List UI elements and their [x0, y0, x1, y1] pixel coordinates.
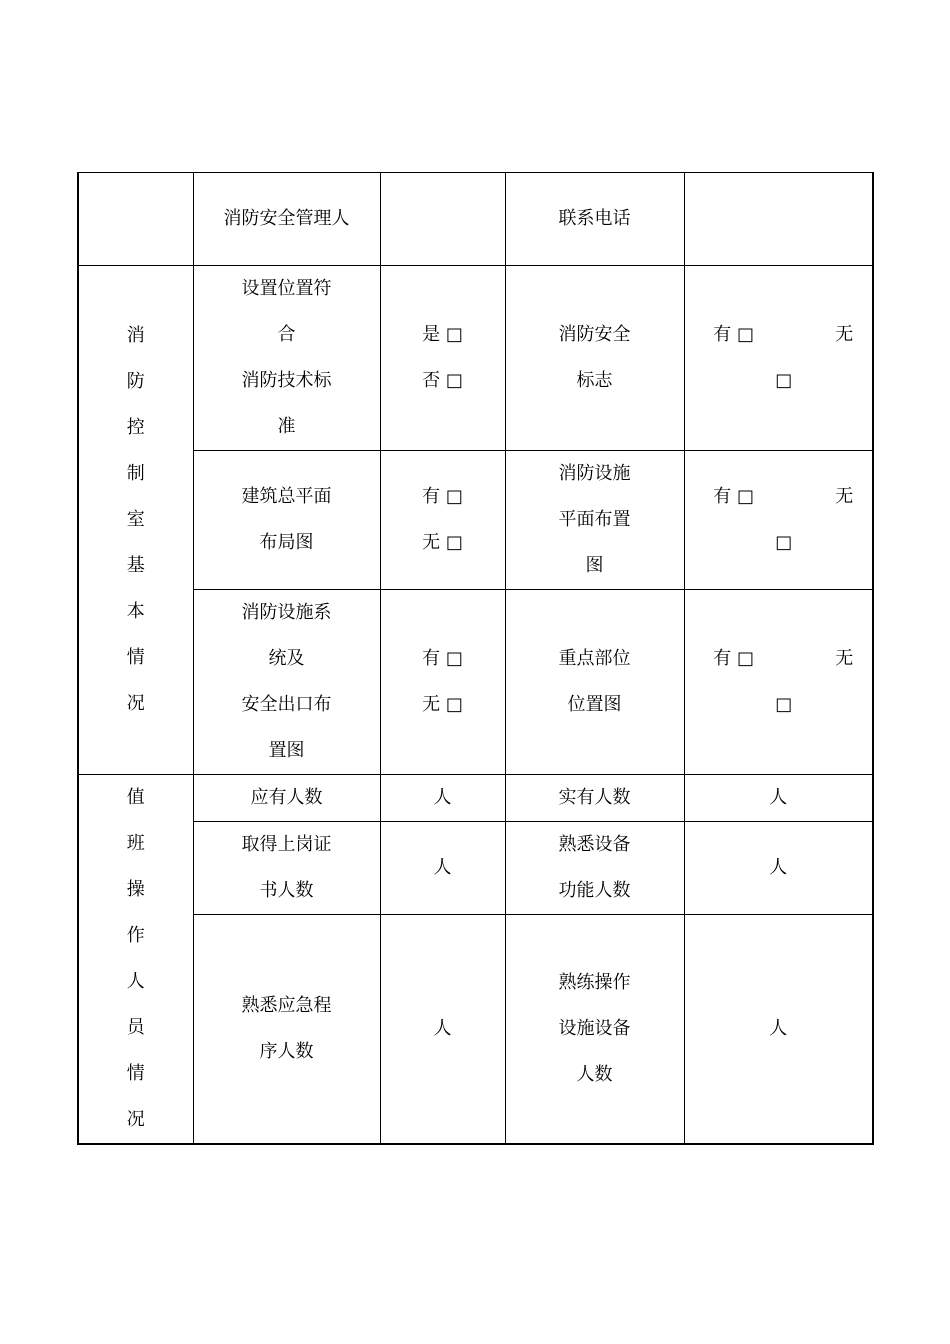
- none-checkbox[interactable]: □: [775, 370, 793, 391]
- table-row: [78, 775, 873, 822]
- safety-sign-label: 消防安全 标志: [558, 324, 631, 391]
- have-checkbox[interactable]: 有 □: [713, 486, 754, 507]
- yes-checkbox[interactable]: 是 □: [422, 324, 463, 345]
- emergency-procedure-label: 熟悉应急程 序人数: [241, 995, 332, 1063]
- phone-value[interactable]: [684, 173, 873, 266]
- phone-label-cell: [505, 173, 684, 266]
- unit-label: 人: [769, 787, 788, 809]
- fire-safety-manager-label: 消防安全管理人: [223, 208, 350, 229]
- label-cell: [193, 266, 380, 451]
- count-cell[interactable]: [380, 915, 505, 1144]
- key-area-map-label: 重点部位 位置图: [558, 648, 631, 715]
- label-cell: [505, 451, 684, 590]
- unit-label: 人: [433, 1018, 452, 1040]
- label-cell: [505, 822, 684, 915]
- label-cell: [193, 915, 380, 1144]
- label-cell: [505, 266, 684, 451]
- options-cell[interactable]: [684, 266, 873, 451]
- have-none-checkboxes[interactable]: [703, 474, 853, 566]
- fire-safety-manager-value[interactable]: [380, 173, 505, 266]
- unit-label: 人: [433, 787, 452, 809]
- equipment-familiar-label: 熟悉设备 功能人数: [558, 834, 631, 902]
- no-checkbox[interactable]: 否 □: [422, 370, 463, 391]
- section1-title: 消 防 控 制 室 基 本 情 况: [126, 325, 145, 714]
- label-cell: [193, 822, 380, 915]
- options-cell[interactable]: [380, 266, 505, 451]
- count-cell[interactable]: [684, 915, 873, 1144]
- none-checkbox[interactable]: □: [775, 694, 793, 715]
- none-label: 无: [835, 486, 854, 507]
- label-cell: [505, 590, 684, 775]
- have-checkbox[interactable]: 有 □: [713, 324, 754, 345]
- count-cell[interactable]: [684, 822, 873, 915]
- label-cell: [193, 775, 380, 822]
- table-row: [78, 915, 873, 1144]
- have-none-checkboxes[interactable]: [703, 312, 853, 404]
- facility-layout-label: 消防设施 平面布置 图: [558, 463, 631, 576]
- table-row: [78, 590, 873, 775]
- have-none-checkboxes[interactable]: [703, 636, 853, 728]
- table-row: [78, 822, 873, 915]
- count-cell[interactable]: [380, 775, 505, 822]
- count-cell[interactable]: [684, 775, 873, 822]
- site-plan-label: 建筑总平面 布局图: [241, 486, 332, 553]
- skilled-operation-label: 熟练操作 设施设备 人数: [558, 972, 631, 1086]
- system-exit-layout-label: 消防设施系 统及 安全出口布 置图: [241, 602, 332, 761]
- unit-label: 人: [433, 857, 452, 879]
- none-checkbox[interactable]: 无 □: [422, 694, 463, 715]
- table-row: [78, 451, 873, 590]
- none-checkbox[interactable]: 无 □: [422, 532, 463, 553]
- options-cell[interactable]: [380, 451, 505, 590]
- fire-control-room-form: [77, 172, 874, 1145]
- section2-title: 值 班 操 作 人 员 情 况: [126, 787, 145, 1130]
- phone-label: 联系电话: [558, 208, 631, 229]
- options-cell[interactable]: [380, 590, 505, 775]
- options-cell[interactable]: [684, 590, 873, 775]
- have-checkbox[interactable]: 有 □: [422, 648, 463, 669]
- table-row: [78, 173, 873, 266]
- unit-label: 人: [769, 857, 788, 879]
- none-checkbox[interactable]: □: [775, 532, 793, 553]
- none-label: 无: [835, 648, 854, 669]
- have-checkbox[interactable]: 有 □: [713, 648, 754, 669]
- label-cell: [193, 451, 380, 590]
- count-cell[interactable]: [380, 822, 505, 915]
- table-row: [78, 266, 873, 451]
- location-compliance-label: 设置位置符 合 消防技术标 准: [241, 278, 332, 437]
- label-cell: [193, 590, 380, 775]
- label-cell: [505, 775, 684, 822]
- section-title-cell: [78, 266, 193, 775]
- certified-staff-label: 取得上岗证 书人数: [241, 834, 332, 902]
- section-title-cell: [78, 775, 193, 1145]
- have-checkbox[interactable]: 有 □: [422, 486, 463, 507]
- actual-staff-label: 实有人数: [558, 787, 631, 809]
- none-label: 无: [835, 324, 854, 345]
- fire-safety-manager-label-cell: [193, 173, 380, 266]
- label-cell: [505, 915, 684, 1144]
- unit-label: 人: [769, 1018, 788, 1040]
- options-cell[interactable]: [684, 451, 873, 590]
- required-staff-label: 应有人数: [250, 787, 323, 809]
- empty-cell: [78, 173, 193, 266]
